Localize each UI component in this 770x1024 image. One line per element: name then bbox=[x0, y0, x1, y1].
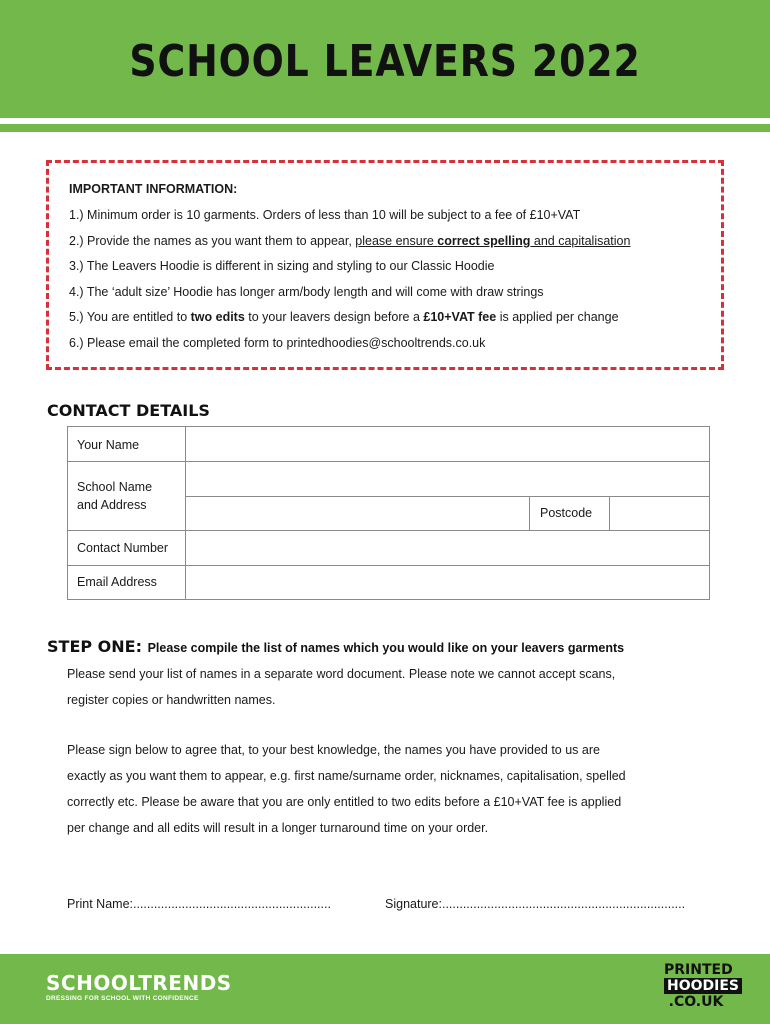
printed-hoodies-logo-mid: HOODIES bbox=[664, 978, 742, 994]
step-one-paragraph-2-line-4: per change and all edits will result in a longer turnaround time on your order. bbox=[67, 821, 489, 835]
info-item-3: 3.) The Leavers Hoodie is different in sizing and styling to our Classic Hoodie bbox=[69, 259, 495, 273]
step-one-paragraph-1-line-1: Please send your list of names in a separate word document. Please note we cannot accept scans, bbox=[67, 667, 616, 681]
step-one-paragraph-2-line-2: exactly as you want them to appear, e.g. first name/surname order, nicknames, capitalisation, spelled bbox=[67, 769, 626, 783]
school-name-field[interactable] bbox=[186, 462, 709, 496]
print-name-field[interactable]: Print Name:......................................................... bbox=[67, 897, 331, 911]
printed-hoodies-logo-bottom: .CO.UK bbox=[668, 994, 724, 1010]
step-one-paragraph-2-line-3: correctly etc. Please be aware that you are only entitled to two edits before a £10+VAT fee is applied bbox=[67, 795, 622, 809]
schooltrends-logo bbox=[46, 972, 232, 1002]
info-item-2 bbox=[69, 234, 630, 248]
info-item-4: 4.) The ‘adult size’ Hoodie has longer arm/body length and will come with draw strings bbox=[69, 285, 544, 299]
page-title: SCHOOL LEAVERS 2022 bbox=[129, 36, 641, 87]
info-item-5-bold-fee: £10+VAT fee bbox=[423, 310, 497, 324]
step-one-paragraph-2-line-1: Please sign below to agree that, to your best knowledge, the names you have provided to us are bbox=[67, 743, 600, 757]
info-heading: IMPORTANT INFORMATION: bbox=[69, 182, 238, 196]
step-one-heading bbox=[47, 637, 624, 656]
email-address-label: Email Address bbox=[77, 575, 157, 589]
contact-number-field[interactable] bbox=[186, 531, 709, 565]
contact-number-label: Contact Number bbox=[77, 541, 169, 555]
info-item-2-underlined: please ensure bbox=[355, 234, 438, 248]
info-item-5-bold-edits: two edits bbox=[190, 310, 245, 324]
printed-hoodies-logo-top: PRINTED bbox=[664, 962, 733, 978]
info-item-2-bold: correct spelling bbox=[437, 234, 531, 248]
contact-details-title: CONTACT DETAILS bbox=[47, 401, 210, 420]
postcode-label: Postcode bbox=[540, 506, 593, 520]
info-item-2-text: 2.) Provide the names as you want them to appear, bbox=[69, 234, 356, 248]
your-name-label: Your Name bbox=[77, 438, 140, 452]
school-address-field[interactable] bbox=[186, 497, 529, 530]
contact-details-table bbox=[67, 426, 710, 600]
schooltrends-logo-name: SCHOOLTRENDS bbox=[46, 971, 232, 995]
step-one-paragraph-1-line-2: register copies or handwritten names. bbox=[67, 693, 276, 707]
important-information-box bbox=[46, 160, 724, 370]
info-item-6: 6.) Please email the completed form to printedhoodies@schooltrends.co.uk bbox=[69, 336, 486, 350]
school-address-label: and Address bbox=[77, 498, 147, 512]
step-one-title: STEP ONE: bbox=[47, 637, 142, 656]
info-item-5-mid: to your leavers design before a bbox=[244, 310, 424, 324]
step-one-subtitle: Please compile the list of names which you would like on your leavers garments bbox=[147, 641, 625, 655]
signature-field[interactable]: Signature:...................................................................... bbox=[385, 897, 686, 911]
schooltrends-logo-tagline: DRESSING FOR SCHOOL WITH CONFIDENCE bbox=[46, 995, 199, 1002]
printed-hoodies-logo bbox=[664, 962, 739, 1010]
info-item-5-text: 5.) You are entitled to bbox=[69, 310, 191, 324]
header-stripe bbox=[0, 124, 770, 132]
school-name-label: School Name bbox=[77, 480, 153, 494]
info-item-5-end: is applied per change bbox=[496, 310, 619, 324]
info-item-2-underlined-end: and capitalisation bbox=[530, 234, 631, 248]
email-address-field[interactable] bbox=[186, 566, 709, 599]
info-item-5 bbox=[69, 310, 619, 324]
info-item-1: 1.) Minimum order is 10 garments. Orders of less than 10 will be subject to a fee of £10+VAT bbox=[69, 208, 581, 222]
postcode-divider bbox=[529, 496, 530, 530]
your-name-field[interactable] bbox=[186, 427, 709, 461]
postcode-field[interactable] bbox=[610, 497, 709, 530]
